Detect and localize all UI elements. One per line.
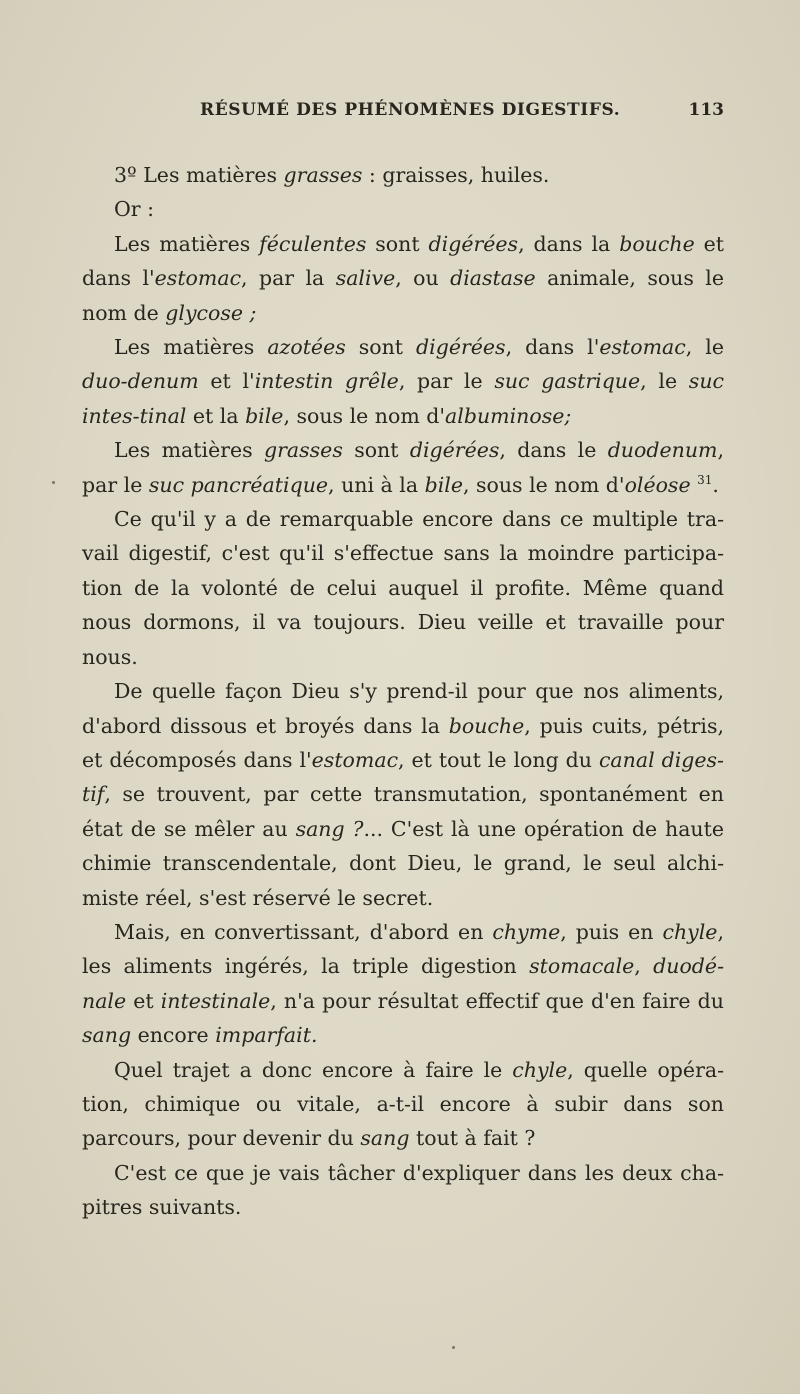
text-run: De quelle façon Dieu s'y prend-il pour que nos aliments, d'abord dissous et broyés dans la [82, 679, 724, 738]
running-title: RÉSUMÉ DES PHÉNOMÈNES DIGESTIFS. [200, 100, 621, 120]
italic-term: estomac [311, 747, 399, 772]
italic-term: imparfait. [215, 1023, 318, 1048]
text-run: , dans la [518, 231, 620, 256]
italic-term: oléose [624, 472, 691, 497]
text-run: . [712, 472, 719, 497]
text-run: , uni à la [328, 472, 425, 497]
text-run: , par le [82, 438, 724, 497]
italic-term: suc intes-tinal [82, 369, 725, 428]
italic-term: albuminose; [445, 403, 572, 428]
text-run: et dans l' [82, 231, 725, 291]
text-run: , puis en [560, 919, 663, 944]
italic-term: féculentes [259, 231, 367, 256]
italic-term: sang ? [295, 816, 364, 841]
text-run: , se trouvent, par cette transmutation, spontanément en état de se mêler au [82, 782, 724, 841]
text-run: , sous le nom d' [283, 403, 446, 428]
italic-term: canal diges-tif [82, 747, 724, 807]
text-run: sont [345, 335, 417, 360]
paragraph [82, 674, 724, 915]
text-run: et la [186, 403, 246, 428]
italic-term: digérées [428, 231, 519, 256]
paragraph [82, 227, 724, 330]
italic-term: chyle [512, 1057, 568, 1082]
italic-term: intestin grêle [254, 369, 399, 394]
italic-term: estomac [154, 266, 242, 291]
text-run: , par le [398, 369, 495, 394]
paragraph [82, 433, 724, 502]
text-run: , ou [395, 266, 451, 291]
text-run: C'est ce que je vais tâcher d'expliquer dans les deux cha-pitres suivants. [82, 1160, 724, 1220]
italic-term: intestinale [160, 988, 271, 1013]
text-run: , n'a pour résultat effectif que d'en faire du [270, 988, 724, 1013]
paragraph [82, 502, 724, 674]
paper-speck [52, 481, 55, 484]
text-run: animale, sous le nom de [82, 266, 724, 325]
paragraph [82, 192, 724, 226]
text-run: Les matières [114, 438, 264, 463]
paragraph [82, 330, 724, 433]
text-run: et l' [198, 369, 255, 394]
text-run: , les aliments ingérés, la triple digestion [82, 919, 724, 979]
page-header [82, 100, 724, 130]
italic-term: estomac [599, 335, 686, 360]
italic-term: bouche [619, 231, 695, 256]
paragraph [82, 158, 724, 192]
italic-term: bile [245, 403, 284, 428]
italic-term: sang [82, 1023, 132, 1048]
text-run: , dans le [499, 438, 608, 463]
text-run: , dans l' [505, 335, 600, 360]
paper-speck [452, 1346, 455, 1349]
text-run: , quelle opéra-tion, chimique ou vitale, a-t-il encore à subir dans son parcours, pour devenir du [82, 1057, 725, 1151]
text-run: ... C'est là une opération de haute chimie transcendentale, dont Dieu, le grand, le seul alchi-miste réel, s'est réservé le secret. [82, 816, 724, 910]
text-run: , le [685, 335, 724, 360]
italic-term: chyme [492, 919, 561, 944]
italic-term: stomacale [529, 954, 635, 979]
text-run: : graisses, huiles. [362, 163, 550, 187]
italic-term: salive [335, 266, 396, 291]
text-run: Ce qu'il y a de remarquable encore dans ce multiple tra-vail digestif, c'est qu'il s'effectue sans la moindre participa-tion de la volonté de celui auquel il profite. Même quand nous dormons, il va toujours. Dieu veille et travaille pour nous. [82, 507, 724, 669]
italic-term: bouche [448, 713, 525, 738]
text-run: encore [131, 1023, 216, 1048]
text-run: 3º Les matières [114, 163, 284, 187]
text-run: , sous le nom d' [462, 472, 625, 497]
text-run: et [126, 988, 161, 1013]
italic-term: diastase [450, 266, 536, 291]
text-run: , par la [241, 266, 336, 291]
italic-term: digérées [416, 335, 506, 360]
page-number: 113 [688, 100, 724, 120]
italic-term: grasses [264, 438, 343, 463]
paragraph [82, 915, 724, 1053]
text-run: , et tout le long du [398, 747, 599, 772]
paragraph [82, 1156, 724, 1225]
italic-term: azotées [267, 335, 346, 360]
text-run: , [634, 954, 654, 979]
text-run: sont [342, 438, 410, 463]
footnote-ref: 31 [697, 472, 713, 487]
italic-term: glycose ; [165, 300, 257, 325]
text-run: Or : [114, 197, 155, 222]
italic-term: grasses [283, 163, 363, 187]
italic-term: duodé-nale [82, 954, 724, 1013]
italic-term: duodenum [607, 438, 718, 463]
body-text [82, 158, 724, 1225]
text-run: Quel trajet a donc encore à faire le [114, 1057, 513, 1082]
text-run: , le [640, 369, 689, 394]
italic-term: sang [360, 1126, 410, 1151]
italic-term: duo-denum [82, 369, 199, 394]
text-run: , puis cuits, pétris, et décomposés dans l' [82, 713, 724, 772]
text-run: Les matières [114, 231, 260, 256]
text-run: Mais, en convertissant, d'abord en [114, 919, 493, 944]
italic-term: chyle [662, 919, 718, 944]
italic-term: suc pancréatique [148, 472, 329, 497]
italic-term: digérées [409, 438, 500, 463]
text-run: tout à fait ? [409, 1126, 536, 1151]
text-run: Les matières [114, 335, 268, 360]
italic-term: suc gastrique [494, 369, 641, 394]
paragraph [82, 1053, 724, 1156]
italic-term: bile [424, 472, 463, 497]
text-run: sont [366, 231, 429, 256]
